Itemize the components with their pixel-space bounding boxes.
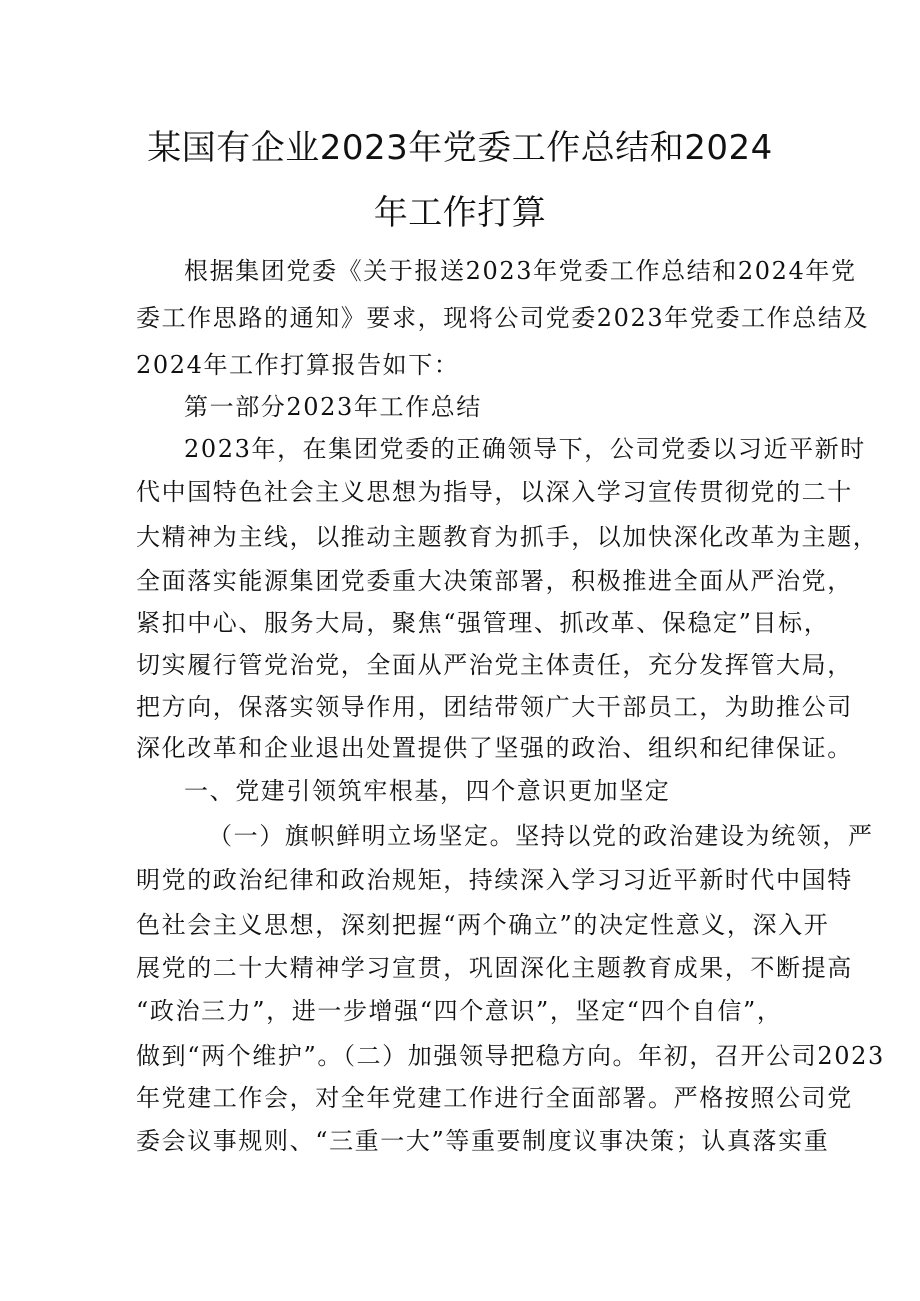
paragraph-line: 2024年工作打算报告如下： — [136, 351, 460, 379]
paragraph-line: 切实履行管党治党，全面从严治党主体责任，充分发挥管大局， — [136, 651, 853, 679]
paragraph-line: 委工作思路的通知》要求，现将公司党委2023年党委工作总结及 — [136, 304, 870, 332]
paragraph-line: “政治三力”，进一步增强“四个意识”，坚定“四个自信”， — [136, 997, 783, 1025]
paragraph-line: 明党的政治纪律和政治规矩，持续深入学习习近平新时代中国特 — [136, 866, 853, 894]
paragraph-line: 做到“两个维护”。（二）加强领导把稳方向。年初，召开公司2023 — [136, 1042, 885, 1070]
paragraph-line: 代中国特色社会主义思想为指导，以深入学习宣传贯彻党的二十 — [136, 478, 853, 506]
paragraph-line: 紧扣中心、服务大局，聚焦“强管理、抓改革、保稳定”目标， — [136, 609, 830, 637]
paragraph-line: 委会议事规则、“三重一大”等重要制度议事决策；认真落实重 — [136, 1127, 830, 1155]
paragraph-line: 把方向，保落实领导作用，团结带领广大干部员工，为助推公司 — [136, 693, 853, 721]
paragraph-line: 深化改革和企业退出处置提供了坚强的政治、组织和纪律保证。 — [136, 734, 853, 762]
paragraph-line: 根据集团党委《关于报送2023年党委工作总结和2024年党 — [184, 257, 857, 285]
document-title-line-2: 年工作打算 — [373, 193, 547, 233]
subsection-heading: 一、党建引领筑牢根基，四个意识更加坚定 — [184, 777, 671, 805]
paragraph-line: 2023年，在集团党委的正确领导下，公司党委以习近平新时 — [184, 435, 866, 463]
paragraph-line: 年党建工作会，对全年党建工作进行全面部署。严格按照公司党 — [136, 1084, 853, 1112]
paragraph-line: 大精神为主线，以推动主题教育为抓手，以加快深化改革为主题， — [136, 523, 879, 551]
section-heading: 第一部分2023年工作总结 — [184, 393, 482, 421]
paragraph-line: 全面落实能源集团党委重大决策部署，积极推进全面从严治党， — [136, 567, 853, 595]
document-title-line-1: 某国有企业2023年党委工作总结和2024 — [147, 128, 773, 168]
paragraph-line: 色社会主义思想，深刻把握“两个确立”的决定性意义，深入开 — [136, 911, 830, 939]
paragraph-line: 展党的二十大精神学习宣贯，巩固深化主题教育成果，不断提高 — [136, 954, 853, 982]
paragraph-line: （一）旗帜鲜明立场坚定。坚持以党的政治建设为统领，严 — [208, 822, 874, 850]
